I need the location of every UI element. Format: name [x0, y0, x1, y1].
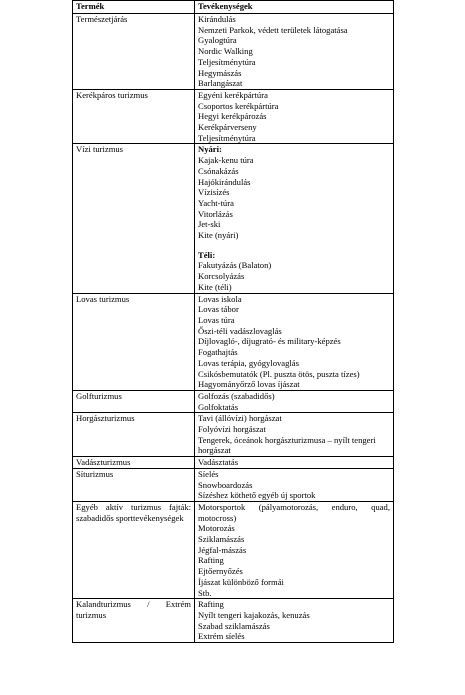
activity-item: Hagyományőrző lovas íjászat [198, 379, 300, 390]
activity-item: Íjászat különböző formái [198, 576, 284, 587]
activity-item: Szabad sziklamászás [198, 620, 270, 631]
activity-item: Csikósbemutatók (Pl. puszta ötös, puszta tízes) [198, 368, 360, 379]
product-cell [73, 599, 195, 643]
activity-item: Gyalogtúra [198, 35, 237, 46]
winter-label: Téli: [198, 249, 216, 260]
spacer [198, 241, 390, 250]
table-row [73, 144, 394, 293]
activity-item: Tavi (állóvízi) horgászat [198, 413, 282, 424]
activity-item: Motorozás [198, 523, 235, 534]
table-row [73, 89, 394, 144]
activity-item: Hajókirándulás [198, 176, 251, 187]
activity-item: Rafting [198, 599, 224, 610]
activity-item: Stb. [198, 587, 212, 598]
activities-cell [195, 457, 394, 469]
activities-cell [195, 599, 394, 643]
activity-item: Snowboardozás [198, 479, 253, 490]
product-label: Egyéb aktív turizmus fajták: szabadidős sporttevékenységek [76, 501, 191, 523]
activity-item: Folyóvízi horgászat [198, 424, 266, 435]
activity-item: Hegymászás [198, 67, 242, 78]
table-row [73, 501, 394, 598]
activity-item: Kite (nyári) [198, 230, 239, 241]
activities-cell [195, 390, 394, 412]
activities-cell [195, 293, 394, 390]
activity-item: Fogathajtás [198, 347, 238, 358]
activity-item: Motorsportok (pályamotorozás, enduro, quad, motocross) [198, 501, 390, 523]
table-row [73, 599, 394, 643]
product-cell: Természetjárás [73, 14, 195, 90]
activity-item: Teljesítménytúra [198, 132, 256, 143]
activity-item: Jet-ski [198, 219, 221, 230]
activity-item: Díjlovagló-, díjugrató- és military-képzés [198, 336, 341, 347]
activity-item: Teljesítménytúra [198, 56, 256, 67]
activity-table [72, 0, 394, 643]
activity-item: Egyéni kerékpártúra [198, 89, 268, 100]
activity-item: Lovas terápia, gyógylovaglás [198, 357, 299, 368]
table-row [73, 390, 394, 412]
activities-cell [195, 89, 394, 144]
table-row [73, 468, 394, 501]
activities-cell [195, 14, 394, 90]
header-product: Termék [73, 1, 195, 14]
product-cell: Síturizmus [73, 468, 195, 501]
activity-item: Golfozás (szabadidős) [198, 390, 275, 401]
table-row [73, 14, 394, 90]
activity-item: Vadásztatás [198, 457, 239, 468]
activity-item: Nyílt tengeri kajakozás, kenuzás [198, 609, 310, 620]
activity-item: Fakutyázás (Balaton) [198, 260, 272, 271]
activities-cell [195, 501, 394, 598]
activity-item: Extrém síelés [198, 631, 245, 642]
table-header-row [73, 1, 394, 14]
activity-item: Barlangászat [198, 78, 243, 89]
summer-label: Nyári: [198, 144, 222, 155]
activity-item: Csoportos kerékpártúra [198, 100, 279, 111]
table-row [73, 293, 394, 390]
activity-item: Sízéshez köthető egyéb új sportok [198, 490, 316, 501]
activity-item: Nordic Walking [198, 46, 253, 57]
activity-item: Hegyi kerékpározás [198, 111, 267, 122]
activity-item: Vízisízés [198, 187, 230, 198]
product-cell: Kerékpáros turizmus [73, 89, 195, 144]
product-cell: Golfturizmus [73, 390, 195, 412]
activities-cell [195, 144, 394, 293]
product-cell [73, 501, 195, 598]
activity-item: Őszi-téli vadászlovaglás [198, 325, 282, 336]
activity-item: Ejtőernyőzés [198, 566, 243, 577]
activity-item: Jégfal-mászás [198, 544, 247, 555]
activity-item: Csónakázás [198, 165, 239, 176]
activity-item: Kerékpárverseny [198, 122, 257, 133]
activity-item: Nemzeti Parkok, védett területek látogatása [198, 24, 348, 35]
activity-item: Vitorlázás [198, 208, 233, 219]
activities-cell [195, 413, 394, 457]
activity-item: Lovas túra [198, 314, 235, 325]
activity-item: Rafting [198, 555, 224, 566]
activity-item: Tengerek, óceánok horgászturizmusa – nyílt tengeri horgászat [198, 434, 376, 456]
activity-item: Sziklamászás [198, 534, 245, 545]
activity-item: Kite (téli) [198, 281, 232, 292]
product-cell: Vadászturizmus [73, 457, 195, 469]
product-cell: Vízi turizmus [73, 144, 195, 293]
product-label: Kalandturizmus / Extrém turizmus [76, 599, 191, 620]
product-cell: Horgászturizmus [73, 413, 195, 457]
activity-item: Kirándulás [198, 14, 236, 24]
activity-item: Lovas tábor [198, 304, 239, 315]
activities-cell [195, 468, 394, 501]
activity-item: Korcsolyázás [198, 271, 245, 282]
activity-item: Kajak-kenu túra [198, 155, 254, 166]
activity-item: Golfoktatás [198, 401, 239, 412]
activity-item: Síelés [198, 468, 219, 479]
product-cell: Lovas turizmus [73, 293, 195, 390]
header-activities: Tevékenységek [195, 1, 394, 14]
table-row [73, 413, 394, 457]
activity-item: Lovas iskola [198, 293, 242, 304]
table-row [73, 457, 394, 469]
activity-item: Yacht-túra [198, 197, 234, 208]
